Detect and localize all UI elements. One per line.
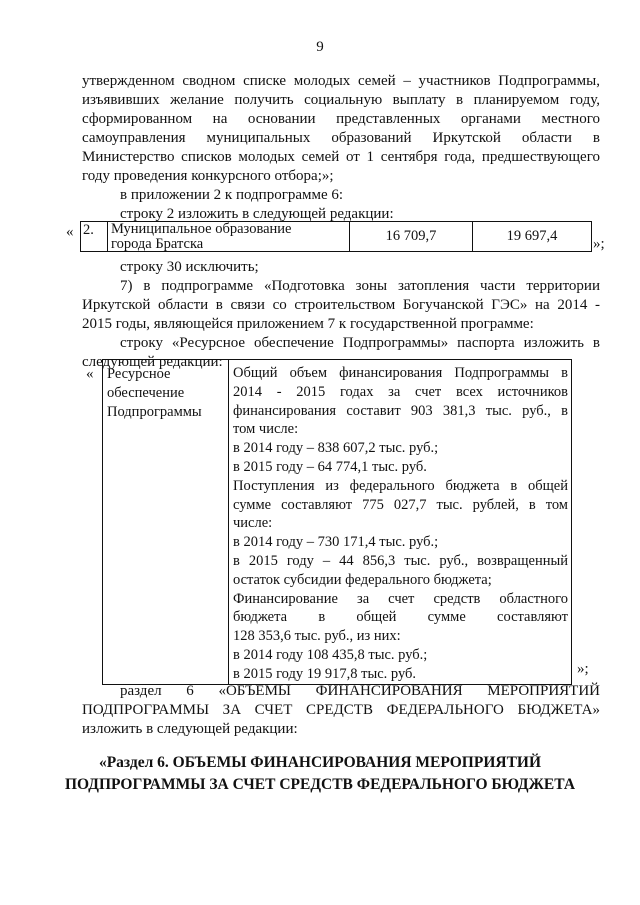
resource-text-line: в 2014 году – 730 171,4 тыс. руб.; xyxy=(233,534,439,551)
text-line: самоуправления муниципальных образований Иркутской области в xyxy=(82,130,600,146)
appendix2-line: в приложении 2 к подпрограмме 6: xyxy=(120,187,344,203)
resource-text-line: числе: xyxy=(233,515,273,532)
text-line: изъявивших желание получить социальную выплату в планируемом году, xyxy=(82,92,600,108)
row-name-line1: Муниципальное образование xyxy=(111,221,292,237)
resource-text-line: в 2015 году 19 917,8 тыс. руб. xyxy=(233,665,417,682)
resource-text-line: сумме составляют 775 027,7 тыс. рублей, в том xyxy=(233,496,568,513)
resource-text-cell xyxy=(229,360,572,685)
resource-text-line: остаток субсидии федерального бюджета; xyxy=(233,571,492,588)
text-line: 7) в подпрограмме «Подготовка зоны затопления части территории xyxy=(120,278,600,294)
text-line: ПОДПРОГРАММЫ ЗА СЧЕТ СРЕДСТВ ФЕДЕРАЛЬНОГО БЮДЖЕТА» xyxy=(82,702,600,718)
text-line: утвержденном сводном списке молодых семей – участников Подпрограммы, xyxy=(82,73,600,89)
resource-text-line: 2014 - 2015 годах за счет всех источников xyxy=(233,383,568,400)
text-line: году проведения конкурсного отбора;»; xyxy=(82,168,334,184)
row-name-cell xyxy=(108,222,350,252)
text-line: раздел 6 «ОБЪЕМЫ ФИНАНСИРОВАНИЯ МЕРОПРИЯТИЙ xyxy=(120,683,600,699)
resource-text-line: 128 353,6 тыс. руб., из них: xyxy=(233,628,401,645)
text-line: сформированном на основании представленных органами местного xyxy=(82,111,600,127)
page-number: 9 xyxy=(316,39,324,55)
text-line: Иркутской области в связи со строительством Богучанской ГЭС» на 2014 - xyxy=(82,297,600,313)
row-number-cell xyxy=(81,222,108,252)
text-line: следующей редакции: xyxy=(82,354,223,370)
resource-text-line: Поступления из федерального бюджета в общей xyxy=(233,477,568,494)
text-line: 2015 годы, являющейся приложением 7 к государственной программе: xyxy=(82,316,534,332)
resource-text-line: финансирования составит 903 381,3 тыс. руб., в xyxy=(233,402,568,419)
resource-text-line: том числе: xyxy=(233,421,299,438)
row-name-line2: города Братска xyxy=(111,235,204,252)
row-number: 2. xyxy=(83,222,94,238)
heading-line: «Раздел 6. ОБЪЕМЫ ФИНАНСИРОВАНИЯ МЕРОПРИЯТИЙ xyxy=(98,754,542,771)
resource-text-line: в 2014 году 108 435,8 тыс. руб.; xyxy=(233,646,428,663)
label-line: Подпрограммы xyxy=(107,403,202,420)
open-quote: « xyxy=(66,224,74,240)
resource-text-line: Финансирование за счет средств областного xyxy=(233,590,568,607)
value-2014-cell xyxy=(350,222,473,252)
row30-line: строку 30 исключить; xyxy=(120,259,259,275)
resource-table xyxy=(102,359,572,685)
resource-label-cell xyxy=(103,360,229,685)
resource-text-line: в 2015 году – 44 856,3 тыс. руб., возвращенный xyxy=(233,552,568,569)
text-line: Министерство списков молодых семей от 1 сентября года, предшествующего xyxy=(82,149,600,165)
text-line: строку «Ресурсное обеспечение Подпрограммы» паспорта изложить в xyxy=(120,335,600,351)
close-quote: »; xyxy=(577,661,589,677)
label-line: обеспечение xyxy=(107,384,185,401)
open-quote: « xyxy=(86,366,94,382)
value-2015: 19 697,4 xyxy=(506,228,558,244)
resource-text-line: в 2014 году – 838 607,2 тыс. руб.; xyxy=(233,440,439,457)
resource-text-line: в 2015 году – 64 774,1 тыс. руб. xyxy=(233,458,427,475)
heading-line: ПОДПРОГРАММЫ ЗА СЧЕТ СРЕДСТВ ФЕДЕРАЛЬНОГО БЮДЖЕТА xyxy=(64,776,576,793)
resource-text-line: бюджета в общей сумме составляют xyxy=(233,609,568,626)
resource-text-line: Общий объем финансирования Подпрограммы в xyxy=(233,365,568,381)
text-line: изложить в следующей редакции: xyxy=(82,721,298,737)
label-line: Ресурсное xyxy=(107,366,171,382)
value-2015-cell xyxy=(473,222,592,252)
row2-instruction: строку 2 изложить в следующей редакции: xyxy=(120,206,394,222)
close-quote: »; xyxy=(593,236,605,252)
row2-table xyxy=(80,221,592,252)
value-2014: 16 709,7 xyxy=(385,228,437,244)
